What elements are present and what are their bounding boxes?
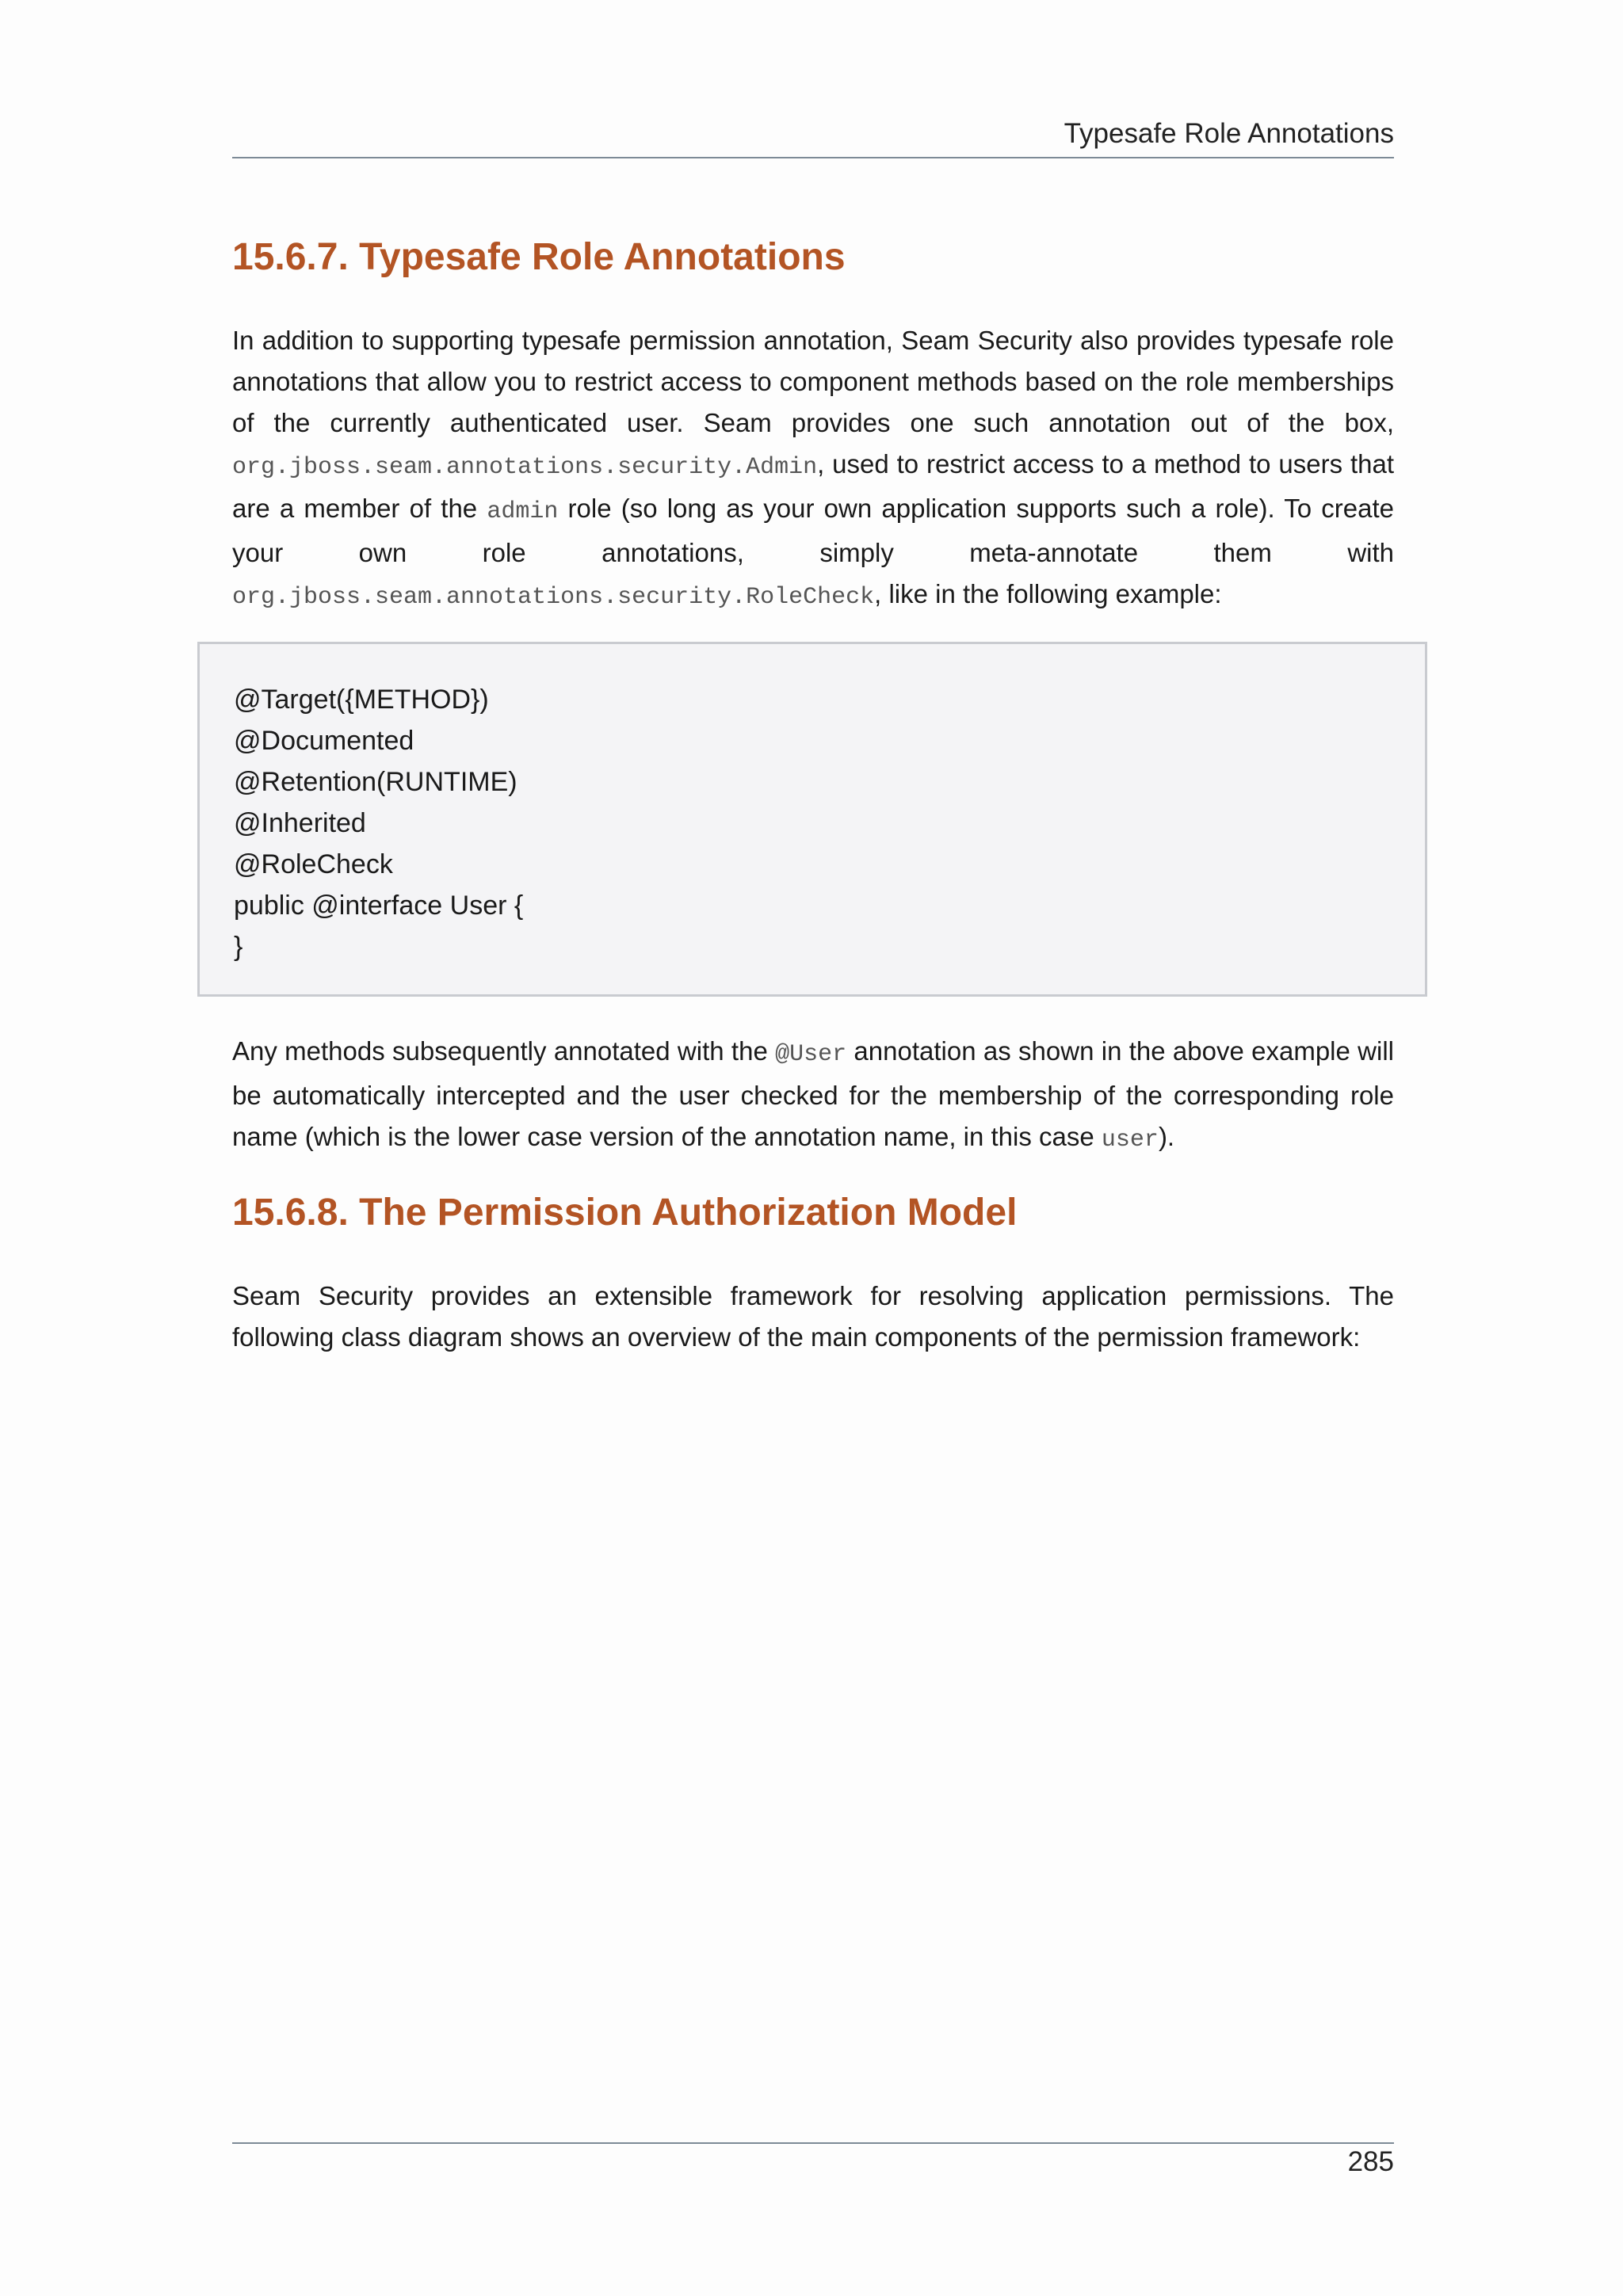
code-example-block [197,642,1427,997]
text-run: ). [1158,1122,1175,1151]
code-line: @Target({METHOD}) [234,685,489,715]
code-line: @RoleCheck [234,849,393,879]
text-run: Any methods subsequently annotated with the [232,1036,776,1066]
page-number: 285 [1347,2146,1394,2177]
inline-code-admin-annotation: org.jboss.seam.annotations.security.Admin [232,454,818,481]
section-heading-permission-authorization-model: 15.6.8. The Permission Authorization Model [232,1192,1018,1234]
running-header: Typesafe Role Annotations [1064,118,1394,149]
inline-code-rolecheck-annotation: org.jboss.seam.annotations.security.RoleCheck [232,584,875,611]
text-run: annotation as shown in the above example will be automatically intercepted and the user checked for the membership of the corresponding role name (which is the lower case version of the annotation name, in this case [232,1036,1394,1151]
code-line: } [234,932,243,962]
code-line: @Inherited [234,808,366,838]
text-run: , used to restrict access to a method to users that are a member of the [232,449,1394,523]
text-run: role (so long as your own application supports such a role). To create your own role annotations, simply meta-annotate them with [232,494,1394,567]
header-divider [232,157,1394,158]
inline-code-user-annotation: @User [775,1041,847,1068]
text-run: In addition to supporting typesafe permission annotation, Seam Security also provides typesafe role annotations that allow you to restrict access to component methods based on the role memberships of the currently authenticated user. Seam provides one such annotation out of the box, [232,326,1394,437]
code-line: public @interface User { [234,891,524,921]
section-heading-typesafe-role-annotations: 15.6.7. Typesafe Role Annotations [232,236,846,278]
inline-code-admin-role: admin [487,498,559,525]
paragraph-user-annotation-usage [232,1031,1394,1161]
paragraph-role-annotations-intro [232,320,1394,618]
paragraph-permission-framework-intro: Seam Security provides an extensible framework for resolving application permissions. The following class diagram shows an overview of the main components of the permission framework: [232,1281,1394,1352]
inline-code-user-role: user [1101,1127,1159,1154]
text-run: , like in the following example: [874,579,1222,608]
code-line: @Retention(RUNTIME) [234,767,517,797]
code-line: @Documented [234,726,414,756]
